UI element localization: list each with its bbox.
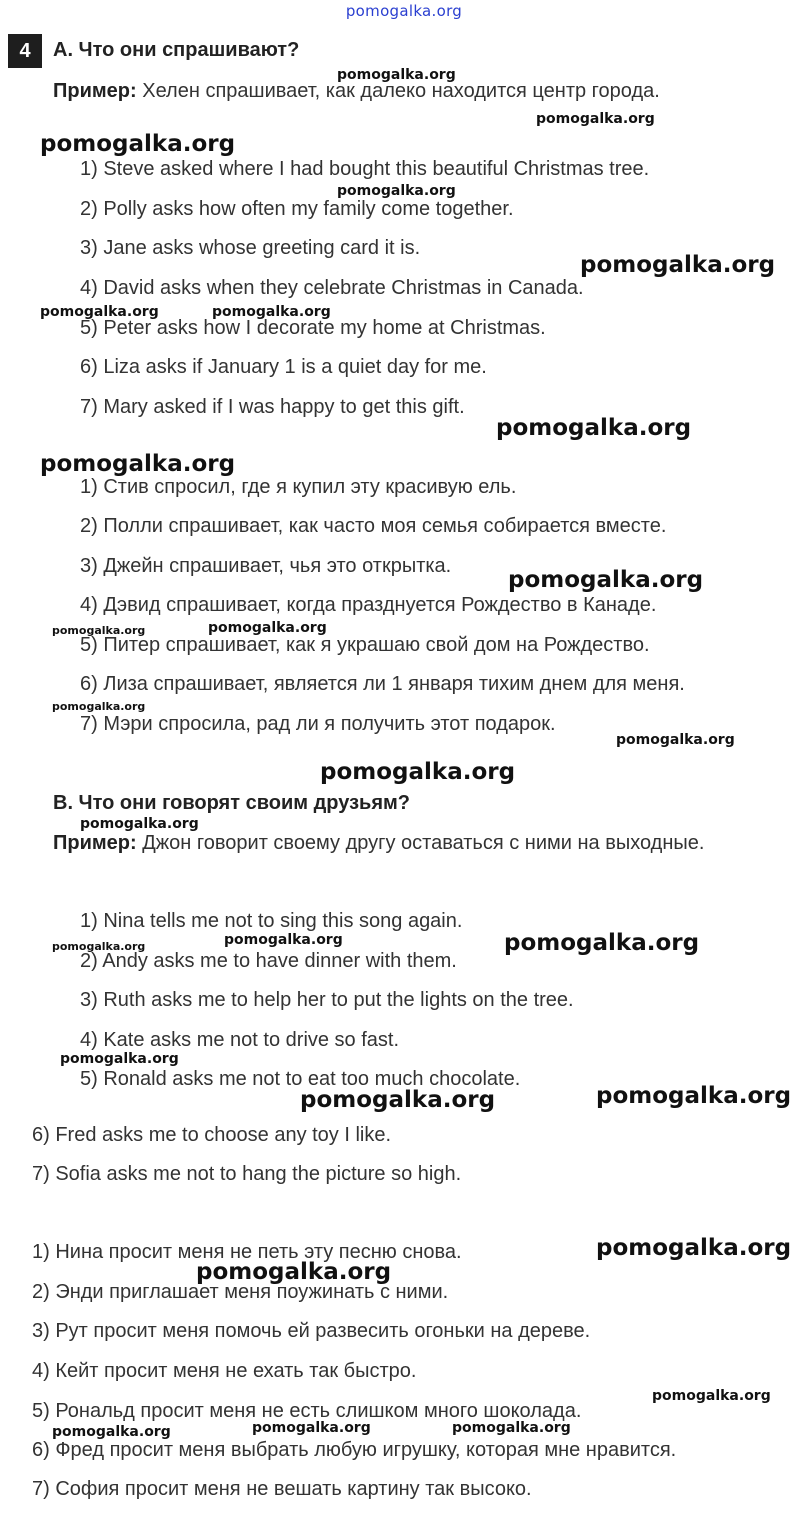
watermark: pomogalka.org	[596, 1235, 792, 1261]
watermark: pomogalka.org	[300, 1087, 496, 1113]
part-b-example-label: Пример:	[53, 832, 137, 854]
exercise-number-badge: 4	[8, 34, 42, 68]
watermark: pomogalka.org	[320, 759, 516, 785]
part-a-russian-line: 6) Лиза спрашивает, является ли 1 января тихим днем для меня.	[80, 673, 685, 695]
part-a-english-line: 2) Polly asks how often my family come together.	[80, 198, 514, 220]
watermark: pomogalka.org	[496, 415, 692, 441]
watermark: pomogalka.org	[616, 732, 735, 748]
watermark: pomogalka.org	[596, 1083, 792, 1109]
part-a-example-text: Хелен спрашивает, как далеко находится центр города.	[142, 80, 660, 102]
watermark: pomogalka.org	[536, 111, 655, 127]
part-b-english-line: 2) Andy asks me to have dinner with them.	[80, 950, 457, 972]
watermark: pomogalka.org	[508, 567, 704, 593]
part-a-russian-line: 4) Дэвид спрашивает, когда празднуется Рождество в Канаде.	[80, 594, 657, 616]
watermark: pomogalka.org	[40, 451, 236, 477]
watermark: pomogalka.org	[580, 252, 776, 278]
watermark: pomogalka.org	[212, 304, 331, 320]
part-a-example-label: Пример:	[53, 80, 137, 102]
watermark: pomogalka.org	[252, 1420, 371, 1436]
watermark: pomogalka.org	[52, 700, 146, 713]
part-a-russian-line: 5) Питер спрашивает, как я украшаю свой дом на Рождество.	[80, 634, 650, 656]
part-a-russian-line: 1) Стив спросил, где я купил эту красивую ель.	[80, 476, 517, 498]
watermark: pomogalka.org	[337, 183, 456, 199]
part-a-english-line: 7) Mary asked if I was happy to get this gift.	[80, 396, 465, 418]
watermark: pomogalka.org	[52, 940, 146, 953]
part-b-russian-line: 7) София просит меня не вешать картину так высоко.	[32, 1478, 532, 1500]
part-b-english-line: 3) Ruth asks me to help her to put the lights on the tree.	[80, 989, 574, 1011]
watermark: pomogalka.org	[224, 932, 343, 948]
part-b-russian-line: 6) Фред просит меня выбрать любую игрушку, которая мне нравится.	[32, 1439, 677, 1461]
part-b-english-line: 1) Nina tells me not to sing this song again.	[80, 910, 463, 932]
watermark: pomogalka.org	[504, 930, 700, 956]
part-b-english-line: 6) Fred asks me to choose any toy I like.	[32, 1124, 392, 1146]
part-b-russian-line: 1) Нина просит меня не петь эту песню снова.	[32, 1241, 462, 1263]
watermark: pomogalka.org	[196, 1259, 392, 1285]
watermark: pomogalka.org	[80, 816, 199, 832]
part-b-russian-line: 2) Энди приглашает меня поужинать с ними.	[32, 1281, 449, 1303]
watermark: pomogalka.org	[52, 624, 146, 637]
part-a-example	[53, 80, 660, 103]
part-a-heading: A. Что они спрашивают?	[53, 39, 300, 61]
watermark: pomogalka.org	[208, 620, 327, 636]
part-a-english-line: 6) Liza asks if January 1 is a quiet day for me.	[80, 356, 487, 378]
part-a-russian-line: 3) Джейн спрашивает, чья это открытка.	[80, 555, 452, 577]
watermark: pomogalka.org	[452, 1420, 571, 1436]
part-b-example	[53, 832, 704, 855]
watermark: pomogalka.org	[40, 131, 236, 157]
watermark: pomogalka.org	[40, 304, 159, 320]
part-b-heading: B. Что они говорят своим друзьям?	[53, 792, 411, 814]
part-a-english-line: 1) Steve asked where I had bought this beautiful Christmas tree.	[80, 158, 650, 180]
top-watermark: pomogalka.org	[345, 2, 463, 20]
part-b-english-line: 5) Ronald asks me not to eat too much chocolate.	[80, 1068, 521, 1090]
part-a-russian-line: 7) Мэри спросила, рад ли я получить этот подарок.	[80, 713, 556, 735]
part-b-english-line: 7) Sofia asks me not to hang the picture so high.	[32, 1163, 462, 1185]
watermark: pomogalka.org	[60, 1051, 179, 1067]
part-b-russian-line: 4) Кейт просит меня не ехать так быстро.	[32, 1360, 417, 1382]
part-a-english-line: 5) Peter asks how I decorate my home at Christmas.	[80, 317, 546, 339]
part-b-example-text: Джон говорит своему другу оставаться с ними на выходные.	[142, 832, 705, 854]
watermark: pomogalka.org	[337, 67, 456, 83]
watermark: pomogalka.org	[652, 1388, 771, 1404]
part-b-russian-line: 3) Рут просит меня помочь ей развесить огоньки на дереве.	[32, 1320, 591, 1342]
part-b-english-line: 4) Kate asks me not to drive so fast.	[80, 1029, 400, 1051]
part-a-english-line: 3) Jane asks whose greeting card it is.	[80, 237, 421, 259]
part-b-russian-line: 5) Рональд просит меня не есть слишком много шоколада.	[32, 1400, 582, 1422]
part-a-russian-line: 2) Полли спрашивает, как часто моя семья собирается вместе.	[80, 515, 667, 537]
watermark: pomogalka.org	[52, 1424, 171, 1440]
part-a-english-line: 4) David asks when they celebrate Christmas in Canada.	[80, 277, 584, 299]
